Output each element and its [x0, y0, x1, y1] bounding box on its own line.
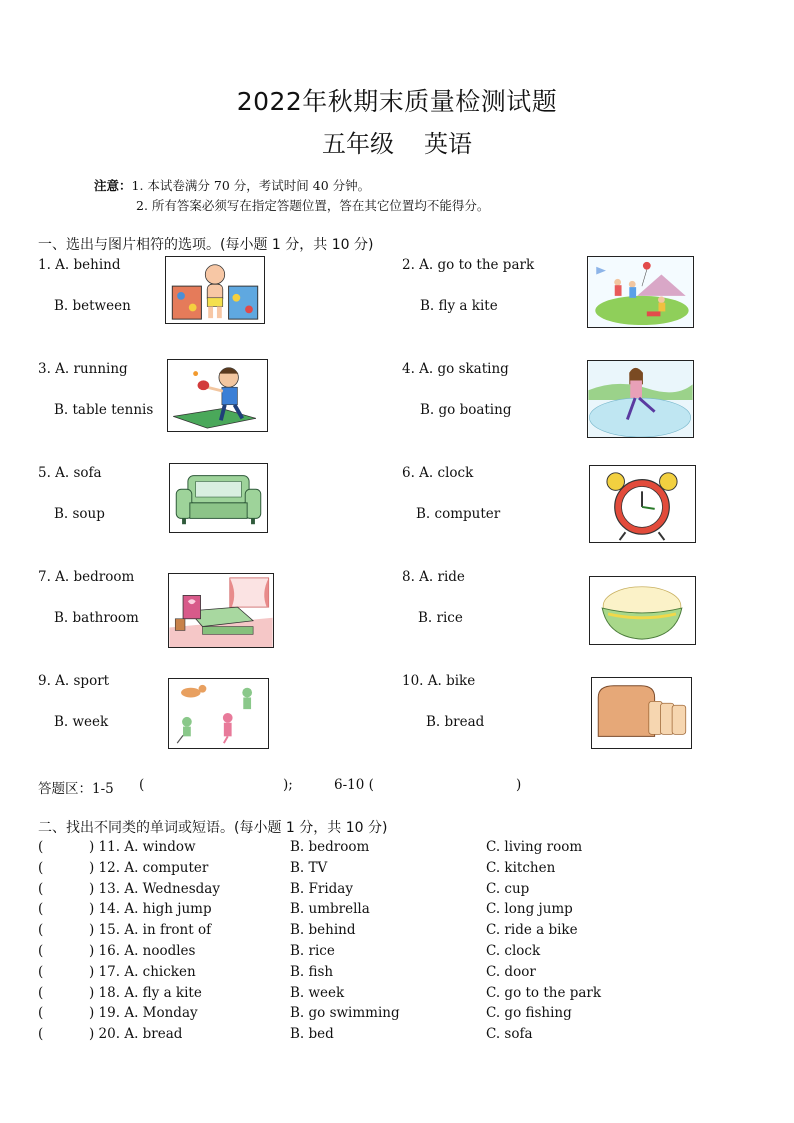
q11-option-b: B. bedroom: [290, 839, 370, 855]
q3-picture-table-tennis: [167, 359, 268, 432]
q12-option-b: B. TV: [290, 860, 328, 876]
q16-option-c: C. clock: [486, 943, 541, 959]
q18-option-a: ) 18. A. fly a kite: [89, 985, 202, 1001]
q2-option-b: B. fly a kite: [420, 298, 498, 314]
q10-option-b: B. bread: [426, 714, 485, 730]
q20-paren-open: (: [38, 1026, 44, 1042]
q16-answer-blank[interactable]: [46, 941, 86, 959]
subject-label: 英语: [424, 130, 472, 158]
q20-answer-blank[interactable]: [46, 1024, 86, 1042]
answer-area-1-5-open: (: [139, 777, 145, 793]
exam-title: 2022年秋期末质量检测试题: [236, 87, 558, 116]
q10-picture-bread: [591, 677, 692, 749]
q11-paren-open: (: [38, 839, 44, 855]
q8-option-a: 8. A. ride: [402, 569, 465, 585]
q12-option-c: C. kitchen: [486, 860, 556, 876]
q20-option-b: B. bed: [290, 1026, 334, 1042]
q6-option-b: B. computer: [416, 506, 501, 522]
q18-option-c: C. go to the park: [486, 985, 602, 1001]
q17-answer-blank[interactable]: [46, 962, 86, 980]
q11-option-a: ) 11. A. window: [89, 839, 196, 855]
q5-option-a: 5. A. sofa: [38, 465, 102, 481]
q6-picture-clock: [589, 465, 696, 543]
q18-option-b: B. week: [290, 985, 345, 1001]
q11-option-c: C. living room: [486, 839, 583, 855]
q17-option-a: ) 17. A. chicken: [89, 964, 196, 980]
q2-option-a: 2. A. go to the park: [402, 257, 535, 273]
q3-option-b: B. table tennis: [54, 402, 154, 418]
q18-answer-blank[interactable]: [46, 983, 86, 1001]
q10-option-a: 10. A. bike: [402, 673, 476, 689]
q4-option-b: B. go boating: [420, 402, 512, 418]
q4-option-a: 4. A. go skating: [402, 361, 509, 377]
answer-area-1-5-close: );: [283, 777, 293, 793]
q14-paren-open: (: [38, 901, 44, 917]
q3-option-a: 3. A. running: [38, 361, 128, 377]
q15-option-b: B. behind: [290, 922, 356, 938]
q9-option-b: B. week: [54, 714, 109, 730]
q19-option-a: ) 19. A. Monday: [89, 1005, 198, 1021]
q17-option-c: C. door: [486, 964, 536, 980]
q8-picture-rice: [589, 576, 696, 645]
q2-picture-park: [587, 256, 694, 328]
q13-option-a: ) 13. A. Wednesday: [89, 881, 220, 897]
q19-answer-blank[interactable]: [46, 1003, 86, 1021]
q12-option-a: ) 12. A. computer: [89, 860, 209, 876]
q7-option-b: B. bathroom: [54, 610, 139, 626]
q14-option-b: B. umbrella: [290, 901, 370, 917]
section1-title: 一、选出与图片相符的选项。(每小题 1 分，共 10 分): [38, 237, 374, 253]
q19-option-b: B. go swimming: [290, 1005, 400, 1021]
answer-area-6-10-label: 6-10 (: [334, 777, 374, 793]
q9-picture-sports: [168, 678, 269, 749]
q13-option-b: B. Friday: [290, 881, 353, 897]
q14-answer-blank[interactable]: [46, 899, 86, 917]
answer-area-label: 答题区：1-5: [38, 781, 114, 797]
answer-blank-1-5[interactable]: [150, 774, 280, 794]
notice-label: 注意：: [94, 178, 132, 193]
grade-label: 五年级: [322, 130, 394, 158]
q13-option-c: C. cup: [486, 881, 530, 897]
q5-option-b: B. soup: [54, 506, 105, 522]
q1-option-b: B. between: [54, 298, 131, 314]
q9-option-a: 9. A. sport: [38, 673, 110, 689]
q13-answer-blank[interactable]: [46, 879, 86, 897]
q7-option-a: 7. A. bedroom: [38, 569, 135, 585]
section2-title: 二、找出不同类的单词或短语。(每小题 1 分，共 10 分): [38, 820, 388, 836]
q1-option-a: 1. A. behind: [38, 257, 121, 273]
q8-option-b: B. rice: [418, 610, 463, 626]
q12-answer-blank[interactable]: [46, 858, 86, 876]
q17-option-b: B. fish: [290, 964, 334, 980]
q15-option-c: C. ride a bike: [486, 922, 578, 938]
q16-paren-open: (: [38, 943, 44, 959]
notice-line-1: 注意：1. 本试卷满分 70 分，考试时间 40 分钟。: [94, 178, 371, 193]
q19-option-c: C. go fishing: [486, 1005, 572, 1021]
q18-paren-open: (: [38, 985, 44, 1001]
q19-paren-open: (: [38, 1005, 44, 1021]
q1-picture-baby-boxes: [165, 256, 265, 324]
exam-subtitle: [0, 124, 794, 159]
answer-blank-6-10[interactable]: [385, 774, 510, 794]
q14-option-a: ) 14. A. high jump: [89, 901, 212, 917]
q16-option-b: B. rice: [290, 943, 335, 959]
q4-picture-skating: [587, 360, 694, 438]
q6-option-a: 6. A. clock: [402, 465, 474, 481]
q11-answer-blank[interactable]: [46, 837, 86, 855]
q20-option-c: C. sofa: [486, 1026, 533, 1042]
q17-paren-open: (: [38, 964, 44, 980]
q14-option-c: C. long jump: [486, 901, 573, 917]
q7-picture-bedroom: [168, 573, 274, 648]
q5-picture-sofa: [169, 463, 268, 533]
q15-option-a: ) 15. A. in front of: [89, 922, 212, 938]
notice-line-2: 2. 所有答案必须写在指定答题位置，答在其它位置均不能得分。: [136, 198, 490, 213]
q12-paren-open: (: [38, 860, 44, 876]
q20-option-a: ) 20. A. bread: [89, 1026, 183, 1042]
q13-paren-open: (: [38, 881, 44, 897]
q16-option-a: ) 16. A. noodles: [89, 943, 196, 959]
answer-area-6-10-close: ): [516, 777, 522, 793]
q15-answer-blank[interactable]: [46, 920, 86, 938]
q15-paren-open: (: [38, 922, 44, 938]
